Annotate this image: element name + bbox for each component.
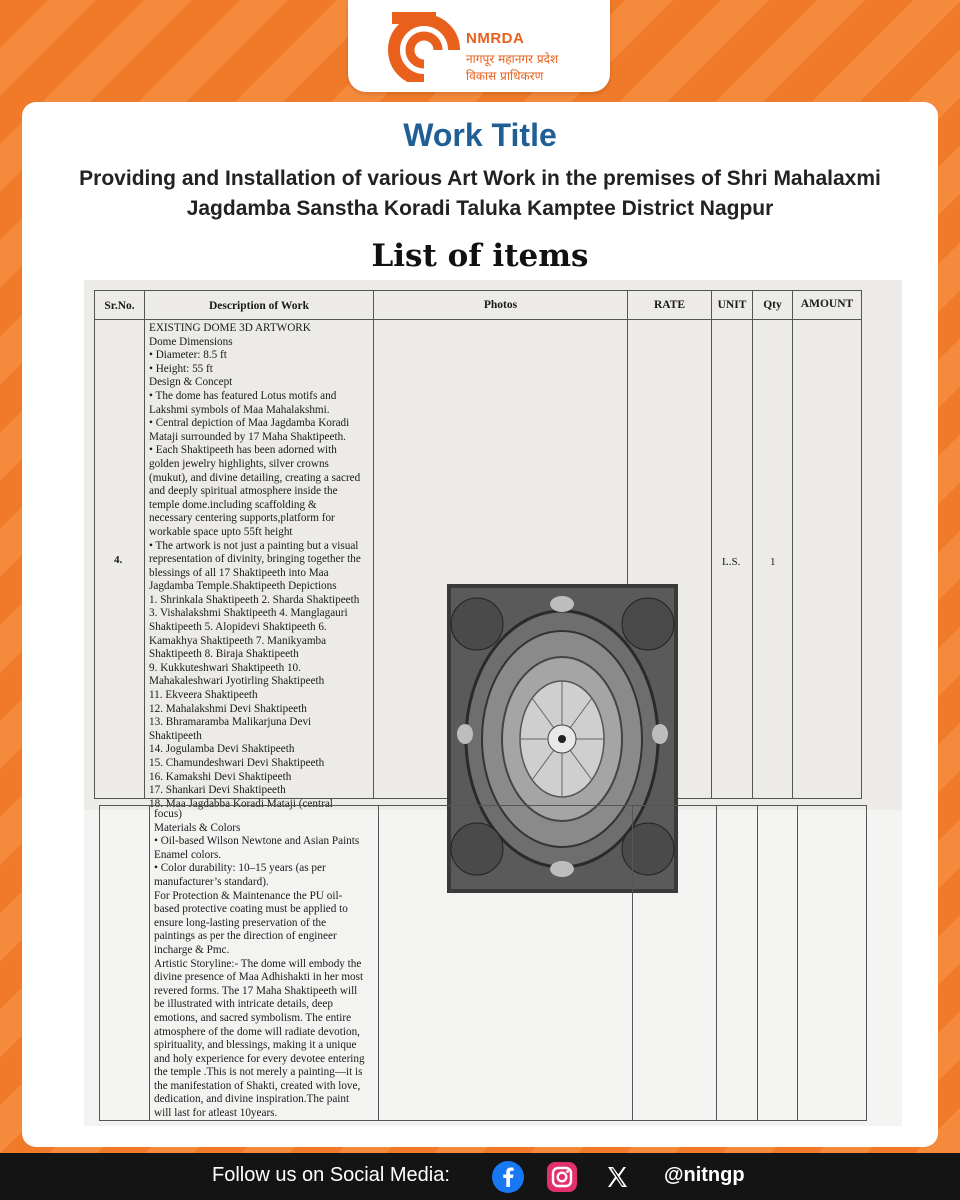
row2-srno-cell: [99, 805, 150, 1121]
row2-photos-cell: [378, 805, 633, 1121]
row-srno-cell: [94, 319, 145, 799]
row-unit-cell: [711, 319, 753, 799]
social-handle[interactable]: @nitngp: [664, 1164, 745, 1186]
header-description: Description of Work: [144, 290, 374, 320]
header-srno: Sr.No.: [94, 290, 145, 320]
row-unit: L.S.: [722, 556, 741, 568]
follow-us-text: Follow us on Social Media:: [212, 1164, 450, 1186]
list-of-items-heading: List of items: [371, 238, 589, 274]
work-subtitle: Providing and Installation of various Art Work in the premises of Shri Mahalaxmi Jagdamba Sanstha Koradi Taluka Kamptee District Nagpur: [79, 167, 881, 220]
header-unit: UNIT: [711, 290, 753, 320]
row-qty: 1: [770, 556, 776, 568]
row2-unit-cell: [716, 805, 758, 1121]
row-qty-cell: [752, 319, 793, 799]
logo-subtitle-line2: विकास प्राधिकरण: [466, 69, 544, 83]
row2-amount-cell: [797, 805, 867, 1121]
header-photos: Photos: [373, 290, 628, 320]
logo-subtitle-line1: नागपूर महानगर प्रदेश: [466, 52, 559, 66]
x-icon[interactable]: [601, 1161, 633, 1193]
work-title-heading: Work Title: [403, 117, 557, 153]
nmrda-logo-box: [348, 0, 610, 92]
social-footer: [0, 1153, 960, 1200]
header-qty: Qty: [752, 290, 793, 320]
scanned-document: [84, 280, 902, 1126]
row-description-part2: focus) Materials & Colors • Oil-based Wilson Newtone and Asian Paints Enamel colors. • Color durability: 10–15 years (as per manufacturer’s standard). For Protection & Maintenance the PU oil- based protective coating must be applied to ensure long-lasting preservation of the paintings as per the direction of engineer incharge & Pmc. Artistic Storyline:- The dome will embody the divine presence of Maa Adhishakti in her most revered forms. The 17 Maha Shaktipeeth will be illustrated with intricate details, deep emotions, and sacred symbolism. The entire atmosphere of the dome will radiate devotion, spirituality, and blessings, making it a unique and holy experience for every devotee entering the temple .This is not merely a painting—it is the manifestation of Shakti, created with love, dedication, and divine inspiration.The paint will last for atleast 10years.: [149, 805, 379, 1121]
row2-rate-cell: [632, 805, 717, 1121]
nmrda-logo-icon: [388, 10, 460, 82]
row2-qty-cell: [757, 805, 798, 1121]
row-description-part1: EXISTING DOME 3D ARTWORK Dome Dimensions • Diameter: 8.5 ft • Height: 55 ft Design & Concept • The dome has featured Lotus motifs and Lakshmi symbols of Maa Mahalakshmi. • Central depiction of Maa Jagdamba Koradi Mataji surrounded by 17 Maha Shaktipeeth. • Each Shaktipeeth has been adorned with golden jewelry highlights, silver crowns (mukut), and divine detailing, creating a sacred and deeply spiritual atmosphere inside the temple dome.including scaffolding & necessary centering supports,platform for workable space upto 55ft height • The artwork is not just a painting but a visual representation of divinity, bringing together the blessings of all 17 Shaktipeeth into Maa Jagdamba Temple.Shaktipeeth Depictions 1. Shrinkala Shaktipeeth 2. Sharda Shaktipeeth 3. Vishalakshmi Shaktipeeth 4. Manglagauri Shaktipeeth 5. Alopidevi Shaktipeeth 6. Kamakhya Shaktipeeth 7. Manikyamba Shaktipeeth 8. Biraja Shaktipeeth 9. Kukkuteshwari Shaktipeeth 10. Mahakaleshwari Jyotirling Shaktipeeth 11. Ekveera Shaktipeeth 12. Mahalakshmi Devi Shaktipeeth 13. Bhramaramba Malikarjuna Devi Shaktipeeth 14. Jogulamba Devi Shaktipeeth 15. Chamundeshwari Devi Shaktipeeth 16. Kamakshi Devi Shaktipeeth 17. Shankari Devi Shaktipeeth 18. Maa Jagdabba Koradi Mataji (central: [144, 319, 374, 799]
header-rate: RATE: [627, 290, 712, 320]
logo-name: NMRDA: [466, 30, 525, 47]
content-card: [22, 102, 938, 1147]
facebook-icon[interactable]: [492, 1161, 524, 1193]
header-amount: AMOUNT: [792, 290, 862, 320]
row-srno: 4.: [114, 554, 123, 566]
row-amount-cell: [792, 319, 862, 799]
instagram-icon[interactable]: [546, 1161, 578, 1193]
